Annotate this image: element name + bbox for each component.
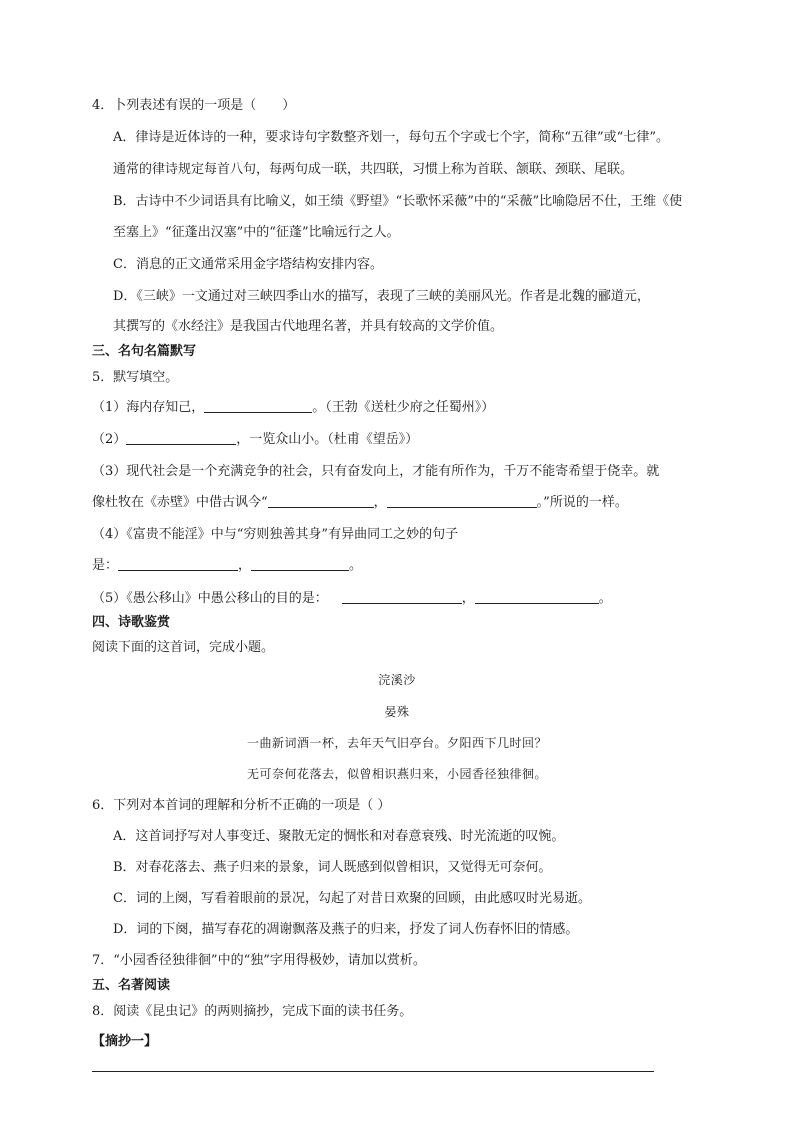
comma: ，	[461, 591, 475, 606]
q6-option-c: C．词的上阕，写看着眼前的景况，勾起了对昔日欢聚的回顾，由此感叹时光易逝。	[113, 891, 591, 906]
q5-item-3-text: 像杜牧在《赤壁》中借古讽今“	[92, 495, 268, 510]
q5-item-1	[92, 398, 494, 418]
q6-stem: 6．下列对本首词的理解和分析不正确的一项是（ ）	[92, 798, 391, 813]
poem-line-2: 无可奈何花落去，似曾相识燕归来，小园香径独徘徊。	[246, 767, 547, 781]
q4-option-b: B．古诗中不少词语具有比喻义，如王绩《野望》“长歌怀采薇”中的“采薇”比喻隐居不仕，王维《使	[113, 194, 683, 209]
q5-item-3-end: 。”所说的一样。	[536, 495, 628, 510]
q5-item-1-source: 。（王勃《送杜少府之任蜀州》）	[312, 400, 495, 415]
answer-blank[interactable]	[387, 493, 537, 508]
comma: ，	[238, 558, 252, 573]
q5-item-5-text: （5）《愚公移山》中愚公移山的目的是：	[92, 591, 328, 606]
section-4-title: 四、诗歌鉴赏	[92, 615, 171, 630]
q4-option-d-cont: 其撰写的《水经注》是我国古代地理名著，并具有较高的文学价值。	[113, 319, 504, 334]
q4-option-b-cont: 至塞上》“征蓬出汉塞”中的“征蓬”比喻远行之人。	[113, 225, 400, 240]
answer-blank[interactable]	[475, 589, 599, 604]
q5-item-5	[92, 589, 612, 609]
divider-line	[92, 1071, 654, 1072]
q4-option-a: A．律诗是近体诗的一种，要求诗句字数整齐划一，每句五个字或七个字，简称“五律”或“七律”。	[113, 130, 669, 145]
poem-author: 晏殊	[384, 705, 410, 719]
poem-title: 浣溪沙	[378, 673, 416, 687]
q5-item-2-number: （2）	[92, 432, 127, 447]
q5-item-3-cont	[92, 493, 628, 513]
q5-item-2	[92, 430, 418, 450]
q5-item-1-text: （1）海内存知己，	[92, 400, 205, 415]
excerpt-1-label: 【摘抄一】	[92, 1034, 158, 1049]
q4-option-d: D．《三峡》一文通过对三峡四季山水的描写，表现了三峡的美丽风光。作者是北魏的郦道元，	[113, 289, 650, 304]
q4-option-c: C．消息的正文通常采用金字塔结构安排内容。	[113, 257, 383, 272]
section-5-title: 五、名著阅读	[92, 978, 171, 993]
q8-stem: 8．阅读《昆虫记》的两则摘抄，完成下面的读书任务。	[92, 1004, 413, 1019]
section-3-title: 三、名句名篇默写	[92, 344, 197, 359]
answer-blank[interactable]	[204, 398, 312, 413]
q5-item-3: （3）现代社会是一个充满竞争的社会，只有奋发向上，才能有所作为，千万不能寄希望于侥幸。就	[92, 464, 660, 479]
q5-item-4: （4）《富贵不能淫》中与“穷则独善其身”有异曲同工之妙的句子	[92, 527, 459, 542]
section-4-intro: 阅读下面的这首词，完成小题。	[92, 640, 275, 655]
poem-line-1: 一曲新词酒一杯，去年天气旧亭台。夕阳西下几时回？	[246, 736, 547, 750]
comma: ，	[373, 495, 387, 510]
answer-blank[interactable]	[268, 493, 374, 508]
q5-stem: 5．默写填空。	[92, 370, 179, 385]
q4-stem: 4．卜列表述有误的一项是（ ）	[92, 98, 296, 113]
period: 。	[598, 591, 612, 606]
q6-option-b: B．对春花落去、燕子归来的景象，词人既感到似曾相识，又觉得无可奈何。	[113, 860, 552, 875]
answer-blank[interactable]	[251, 556, 349, 571]
period: 。	[349, 558, 363, 573]
q6-option-a: A．这首词抒写对人事变迁、聚散无定的惆怅和对春意衰残、时光流逝的叹惋。	[113, 829, 565, 844]
q7-stem: 7．“小园香径独徘徊”中的“独”字用得极妙，请加以赏析。	[92, 953, 426, 968]
q5-item-2-text: ，一览众山小。（杜甫《望岳》）	[236, 432, 419, 447]
q6-option-d: D．词的下阕，描写春花的凋谢飘落及燕子的归来，抒发了词人伤春怀旧的情感。	[113, 922, 579, 937]
answer-blank[interactable]	[342, 589, 462, 604]
answer-blank[interactable]	[118, 556, 238, 571]
q4-option-a-cont: 通常的律诗规定每首八句，每两句成一联，共四联，习惯上称为首联、颔联、颈联、尾联。	[113, 162, 634, 177]
answer-blank[interactable]	[126, 430, 236, 445]
q5-item-4-label: 是：	[92, 558, 119, 573]
q5-item-4-cont	[92, 556, 362, 576]
